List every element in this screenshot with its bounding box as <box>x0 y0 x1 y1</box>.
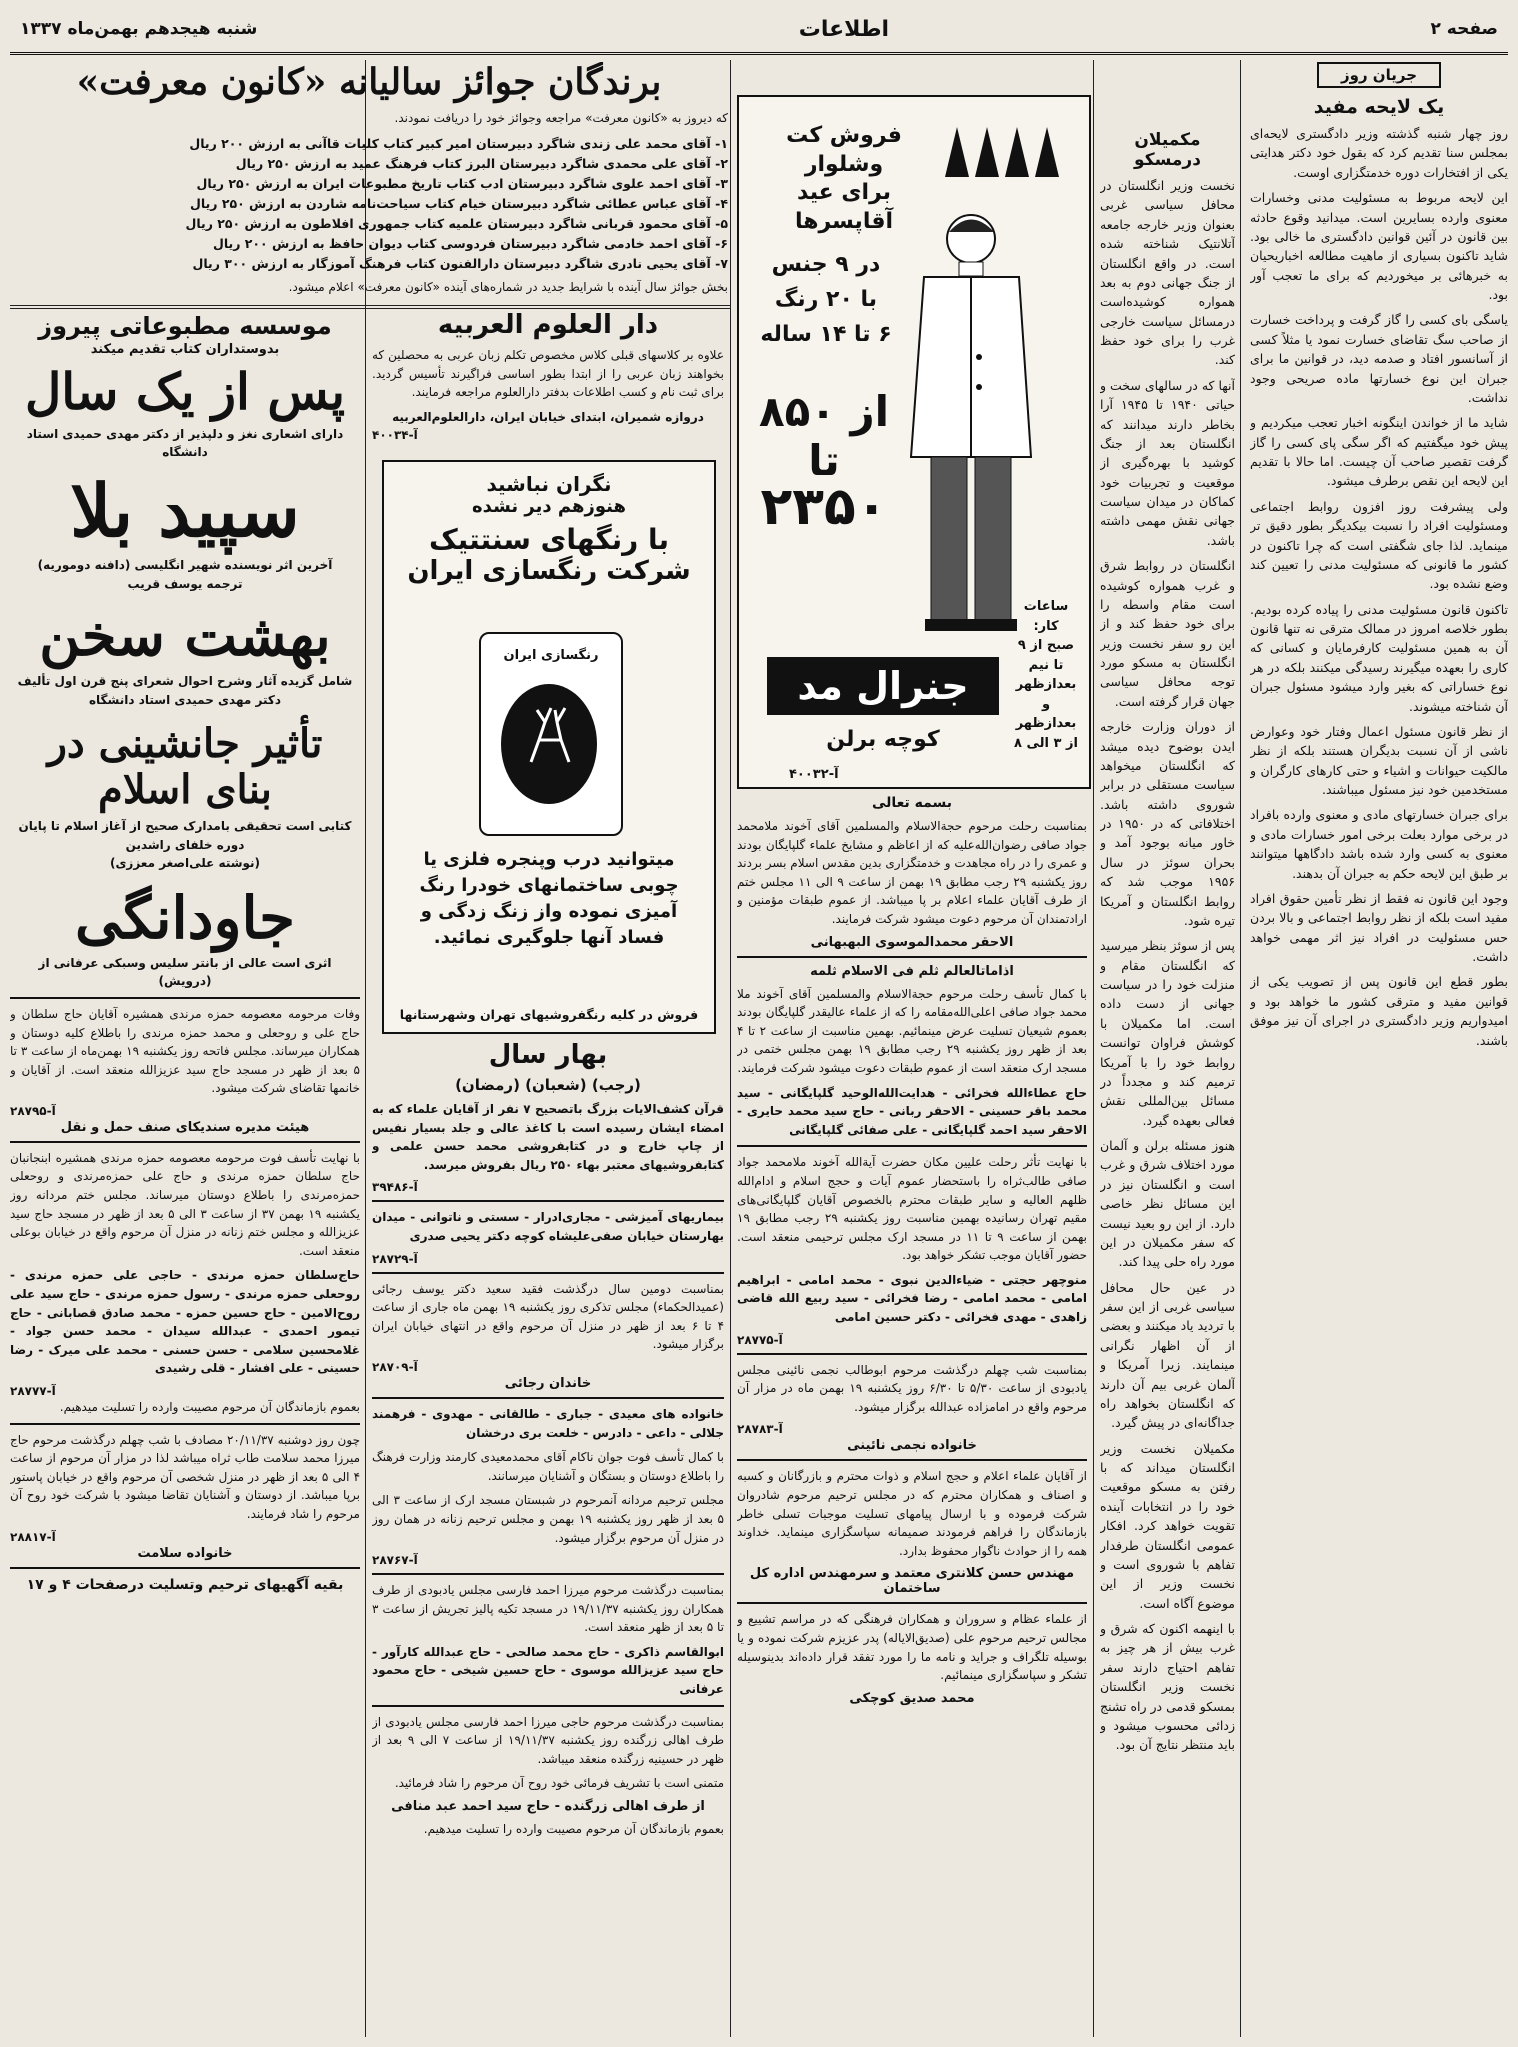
list-item: ۶- آقای احمد خادمی شاگرد دبیرستان فردوسی کتاب دیوان حافظ به ارزش ۲۰۰ ریال <box>212 235 728 251</box>
notice-title: بسمه تعالی <box>871 795 953 811</box>
column-editorial <box>1250 62 1508 2037</box>
column-notices-3 <box>737 795 1087 2035</box>
masthead-name: اطلاعات <box>798 16 890 42</box>
ad-text: علاوه بر کلاسهای قبلی کلاس مخصوص تکلم زبان عربی به محصلین که بخواهند زبان عربی را از ابتدا بطور اساسی فراگیرند تأسیس گردید. برای ثبت نام و کسب اطلاعات بدفتر دارالعلوم مراجعه فرمایند. <box>372 348 724 400</box>
article-paragraph: از نظر قانون مسئول اعمال وفتار خود وعوارض ناشی از آن نسبت بدیگران هستند بلکه از نظر مالکیت حیوانات و اشیاء و حتی کارهای کارگران و مستخدمین خود نیز مسئول میباشند. <box>1250 723 1508 797</box>
book-title: جاودانگی <box>75 884 295 953</box>
award-title: برندگان جوائز سالیانه «کانون معرفت» <box>76 62 662 103</box>
notice-signature: خانواده سلامت <box>137 1545 233 1561</box>
deer-icon <box>511 702 591 782</box>
suit-advertisement <box>737 95 1091 789</box>
notice-text: بعموم بازماندگان آن مرحوم مصیبت وارده را تسلیت میدهیم. <box>59 1400 360 1414</box>
publisher-name: موسسه مطبوعاتی پیروز <box>38 312 332 340</box>
ad-footer: فروش در کلیه رنگفروشیهای تهران وشهرستانها <box>399 1007 699 1022</box>
ad-title: بهار سال <box>488 1040 608 1070</box>
ad-text: بیماریهای آمیزشی - مجاری‌ادرار - سستی و ناتوانی - میدان بهارستان خیابان صفی‌علیشاه کوچه دکتر یحیی صدری <box>372 1210 724 1243</box>
hours-line: صبح از ۹ <box>1017 638 1075 653</box>
notice-text: بمناسبت رحلت مرحوم حجة‌الاسلام والمسلمین آقای آخوند ملامحمد جواد صافی رضوان‌الله‌علیه که از اعاظم و مشایخ علماء گلپایگان بودند و عمری را در راه مجاهدت و خدمتگزاری بدین مقدس اسلام بسر بردند روز یکشنبه ۲۹ رجب مطابق ۱۹ بهمن از ساعت ۹ الی ۱۱ مجلس ختم از طرف آقایان علماء اعلام بر پا میباشد. از عموم طبقات مؤمنین و ارادتمندان آن مرحوم دعوت میشود شرکت فرمایند. <box>737 819 1087 926</box>
notice-text: بمناسبت درگذشت مرحوم حاجی میرزا احمد فارسی مجلس یادبودی از طرف اهالی زرگنده روز یکشنبه ۱۹/۱۱/۳۷ از ساعت ۷ الی ۹ بعد از ظهر در حسینیه زرگنده منعقد میباشد. <box>372 1714 724 1766</box>
article-title: یک لایحه مفید <box>1313 96 1445 118</box>
book-desc: دارای اشعاری نغز و دلپذیر از دکتر مهدی حمیدی استاد دانشگاه <box>26 426 344 460</box>
store-address: کوچه برلن <box>826 727 940 752</box>
book-author: (نوشته علی‌اصغر معززی) <box>109 856 261 871</box>
notice-text: با نهایت تأسف فوت مرحومه معصومه حمزه مرندی همشیره ابنجانبان حاج سلطان حمزه مرندی و حاج علی حمزه‌مرندی و روحعلی حمزه‌مرندی را باطلاع دوستان میرساند. مجلس ختم مردانه روز یکشنبه ۱۹ بهمن ۳۷ از ساعت ۳ الی ۵ بعد از ظهر در مسجد حاج سید عزیزالله و مجلس ختم زنانه در منزل آن مرحوم واقع در خیابان بوعلی منعقد است. <box>10 1150 360 1258</box>
article-paragraph: نخست وزیر انگلستان در محافل سیاسی غربی بعنوان وزیر خارجه جامعه آتلانتیک شناخته شده است. در واقع انگلستان از جنگ جهانی دوم به بعد همواره کوشیده‌است درمسائل سیاست خارجی غرب را برای خود حفظ کند. <box>1100 178 1235 368</box>
award-outro: بخش جوائز سال آینده با شرایط جدید در شماره‌های آینده «کانون معرفت» اعلام میشود. <box>288 279 728 294</box>
list-item: ۴- آقای عباس عطائی شاگرد دبیرستان خیام کتاب سیاحت‌نامه شاردن به ارزش ۲۵۰ ریال <box>190 195 728 211</box>
notice-text: متمنی است با تشریف فرمائی خود روح آن مرحوم را شاد فرمائید. <box>394 1776 724 1791</box>
issue-date: شنبه هیجدهم بهمن‌ماه ۱۳۳۷ <box>20 19 258 39</box>
book-title: بهشت سخن <box>39 602 331 669</box>
notice-text: بمناسبت درگذشت مرحوم میرزا احمد فارسی مجلس یادبودی از طرف همکاران روز یکشنبه ۱۹/۱۱/۳۷ در مسجد تکیه پالیز تجریش از ساعت ۳ تا ۵ بعد از ظهر منعقد است. <box>372 1583 724 1635</box>
column-rule <box>730 60 731 2037</box>
winners-list <box>10 134 728 274</box>
article-paragraph: پس از سوئز بنظر میرسید که انگلستان مقام و منزلت خود را در سیاست جهانی از دست داده است. اما مکمیلان با کوشش فراوان توانست روابط خود را با آمریکا ترمیم کند و مجدداً در مسائل بین‌المللی نقش فعالی بعهده گیرد. <box>1100 938 1235 1128</box>
book-desc: آخرین اثر نویسنده شهیر انگلیسی (دافنه دوموریه) <box>37 558 333 573</box>
notice-ref: آ-۲۸۷۹۵ <box>10 1103 56 1118</box>
hours-line: بعدازظهر <box>1015 677 1077 692</box>
school-advertisement <box>372 310 724 450</box>
notice-text: بمناسبت دومین سال درگذشت فقید سعید دکتر یوسف رجائی (عمیدالحکماء) مجلس تذکری روز یکشنبه ۱۹ بهمن ماه جاری از ساعت ۴ تا ۶ بعد از ظهر در منزل آن مرحوم واقع در انتهای خیابان ایران برگزار میشود. <box>372 1281 724 1352</box>
hours-line: تا نیم <box>1028 657 1064 673</box>
notice-text: با نهایت تأثر رحلت علیین مکان حضرت آیةالله آخوند ملامحمد جواد صافی طالب‌ثراه را باستحضار عموم آیات و حجج اسلام و ادام‌الله ظلهم العالیه و سایر طبقات محترم بالخصوص آقایان گلپایگانی‌های مقیم تهران رسانیده بهمین مناسبت روز یکشنبه ۲۹ رجب مطابق ۱۹ بهمن از ساعت ۹ تا ۱۱ در مسجد ارک مجلس ترحیمی منعقد است. حضور آقایان موجب تشکر خواهد بود. <box>737 1155 1087 1263</box>
ad-address: دروازه شمیران، ابتدای خیابان ایران، دارالعلوم‌العربیه <box>392 409 704 424</box>
notice-signature: خاندان رجائی <box>504 1375 592 1391</box>
ad-title: دار العلوم العربیه <box>437 310 659 340</box>
article-paragraph: آنها که در سالهای سخت و حیاتی ۱۹۴۰ تا ۱۹۴۵ آرا بخاطر دارند میدانند که انگلستان بعد از جنگ کوشید با بهره‌گیری از موقعیت و تجربیات خود کماکان در میدان سیاست جهانی نقش مهمی داشته باشد. <box>1100 377 1235 548</box>
book-translator: ترجمه یوسف قریب <box>127 577 243 592</box>
page-header <box>10 6 1508 55</box>
ad-line: شرکت رنگسازی ایران <box>407 556 691 586</box>
notice-signatures: منوچهر حجتی - ضیاءالدین نبوی - محمد امامی - ابراهیم امامی - محمد امامی - رضا فخرائی - سید ربیع الله قاضی زاهدی - مهدی فخرائی - دکتر حسین امامی <box>737 1272 1087 1325</box>
book-title: پس از یک سال <box>24 362 346 421</box>
notice-signatures: حاج‌سلطان حمزه مرندی - حاجی علی حمزه مرندی - روحعلی حمزه مرندی - رسول حمزه مرندی - حاج سید علی روح‌الامین - حاج حسین حمزه - محمد صادق قصابانی - حاج تیمور احمدی - عبدالله سیدان - محمد حسن جواد - غلامحسین سلامی - حسن حسنی - محمد علی میرک - رضا حسینی - علی افشار - قلی رشیدی <box>10 1268 360 1376</box>
tree-icon <box>935 117 1075 187</box>
paint-can-icon <box>479 632 623 836</box>
award-notice <box>10 62 728 302</box>
notice-text: با کمال تأسف رحلت مرحوم حجة‌الاسلام والمسلمین آقای آخوند ملا محمد جواد صافی اعلی‌الله‌مقامه را که از علماء عالیقدر گلپایگان بودند بعموم شیعیان تسلیت عرض مینمائیم. بهمین مناسبت از ساعت ۲ تا ۴ بعد از ظهر روز یکشنبه ۲۹ رجب مطابق ۱۹ بهمن مجلس ختمی در مسجد ارک منعقد است از عموم طبقات دعوت میشود شرکت فرمایند. <box>737 986 1087 1075</box>
notice-names: خانواده های معیدی - جباری - طالقانی - مهدوی - فرهمند جلالی - داعی - دادرس - خلعت بری درخشان <box>372 1406 724 1440</box>
price-from: از ۸۵۰ تا <box>758 387 890 485</box>
notice-signatures: حاج عطاءالله فخرائی - هدایت‌الله‌الوحید گلپایگانی - سید محمد باقر حسینی - الاحقر ربانی - حاج سید محمد حایری - الاحقر سید احمد گلپایگانی - علی صفائی گلپایگانی <box>737 1085 1087 1137</box>
article-paragraph: تاکنون قانون مسئولیت مدنی را پیاده کرده بودیم. بطور خلاصه امروز در ممالک مترقی نه تنها قانون آن به همین مسئولیت کارفرمایان و کسانی که کاری را بعهده میگیرند رسیدگی میکنند بلکه در هر نوع خساراتی که بغیر وارد میشود مسئول جبران آن شناخته میشوند. <box>1250 601 1508 714</box>
publisher-subtitle: بدوستداران کتاب تقدیم میکند <box>90 342 280 357</box>
price-to: ۲۳۵۰ <box>760 477 888 537</box>
column-rule <box>365 60 366 2037</box>
hours-line: از ۳ الی ۸ <box>1014 735 1078 751</box>
list-item: ۲- آقای علی محمدی شاگرد دبیرستان البرز کتاب فرهنگ عمید به ارزش ۲۵۰ ریال <box>235 155 728 171</box>
article-paragraph: مکمیلان نخست وزیر انگلستان میداند که با رفتن به مسکو موقعیت خود را در انتخابات آینده تقویت خواهد کرد. افکار عمومی انگلستان طرفدار تفاهم با شوروی است و نخست وزیر از این موضوع آگاه است. <box>1100 1440 1235 1611</box>
notice-text: بعموم بازماندگان آن مرحوم مصیبت وارده را تسلیت میدهیم. <box>423 1822 724 1837</box>
article-paragraph: روز چهار شنبه گذشته وزیر دادگستری لایحه‌ای بمجلس سنا تقدیم کرد که بقول خود دکتر هدایتی یکی از افتخارات دوره خدمتگزاری اوست. <box>1250 126 1508 180</box>
ad-line: هنوزهم دیر نشده <box>472 496 626 517</box>
article-paragraph: این لایحه مربوط به مسئولیت مدنی وخسارات معنوی وارده بسایرین است. میدانید وقوع حادثه بین قانون در آئین قوانین دادگستری ما خالی بود. شاید تاکنون بسیاری از ماهیت مطالعه اخباریحیان به خبرهائی بر میخوردیم که برای ما تعجب آور بود. <box>1250 190 1508 302</box>
notice-signature: از طرف اهالی زرگنده - حاج سید احمد عبد منافی <box>391 1799 705 1815</box>
notice-signatures: ابوالقاسم ذاکری - حاج محمد صالحی - حاج عبدالله کارآور - حاج سید عزیزالله موسوی - حاج حسین شیخی - حاج محمود عرفانی <box>372 1644 724 1697</box>
notice-ref: آ-۲۸۷۶۷ <box>372 1553 418 1568</box>
ad-subtitle: (رجب) (شعبان) (رمضان) <box>455 1076 641 1094</box>
list-item: ۱- آقای محمد علی زندی شاگرد دبیرستان امیر کبیر کتاب کلیات قاآنی به ارزش ۲۰۰ ریال <box>189 135 728 151</box>
notice-text: از علماء عظام و سروران و همکاران فرهنگی که در مراسم تشییع و مجالس ترحیم مرحوم علی (صدیق‌الایاله) پدر عزیزم شرکت نموده و یا بوسیله تلگراف و جراید و نامه ما را مورد تفقد قرار داده‌اند بدینوسیله تشکر و سپاسگزاری مینمائیم. <box>737 1612 1087 1683</box>
book-desc: شامل گزیده آثار وشرح احوال شعرای پنج قرن اول تألیف دکتر مهدی حمیدی استاد دانشگاه <box>17 674 353 707</box>
notice-ref: آ-۲۸۷۰۹ <box>372 1359 418 1374</box>
paint-advertisement <box>382 460 716 1034</box>
list-item: ۵- آقای محمود قربانی شاگرد دبیرستان علمیه کتاب جمهوری افلاطون به ارزش ۲۵۰ ریال <box>185 215 728 231</box>
hours-title: ساعات کار: <box>1023 599 1069 634</box>
can-label: رنگسازی ایران <box>503 648 599 663</box>
list-item: ۳- آقای احمد علوی شاگرد دبیرستان ادب کتاب تاریخ مطبوعات ایران به ارزش ۲۵۰ ریال <box>196 175 728 191</box>
notice-ref: آ-۲۸۷۸۳ <box>737 1422 783 1437</box>
article-paragraph: شاید ما از خواندن اینگونه اخبار تعجب میکردیم و پیش خود میگفتیم که اگر سگی پای کسی را گاز گرفت تقصیر صاحب آن چیست. اما حالا با تقدیم این لایحه این نقص برطرف میشود. <box>1250 415 1508 489</box>
section-label: جریان روز <box>1317 62 1441 88</box>
article-title: مکمیلان درمسکو <box>1134 130 1201 170</box>
boy-illustration-icon <box>899 207 1044 637</box>
article-paragraph: برای جبران خسارتهای مادی و معنوی وارده بافراد در برخی موارد بعلت برخی امور خسارات مادی و معنوی به کسی وارد شده باشد دادگاهها میتوانند بر طبق این لایحه حکم به جبران آن بدهند. <box>1250 807 1508 881</box>
ad-line: با ۲۰ رنگ <box>774 287 878 313</box>
article-paragraph: وجود این قانون نه فقط از نظر تأمین حقوق افراد مفید است بلکه از نظر روابط اجتماعی و بالا بردن حس مسئولیت در افراد نیز اثر مهمی خواهد داشت. <box>1250 890 1508 964</box>
ad-line: در ۹ جنس <box>771 252 881 277</box>
page-footer: بقیه آگهیهای ترحیم وتسلیت درصفحات ۴ و ۱۷ <box>26 1576 344 1593</box>
ad-body: میتوانید درب وپنجره فلزی یا چوبی ساختمانهای خودرا رنگ آمیزی نموده واز زنگ زدگی و فساد آنها جلوگیری نمائید. <box>419 849 679 949</box>
column-rule <box>1240 60 1241 2037</box>
notice-text: با کمال تأسف فوت جوان ناکام آقای محمدمعیدی کارمند وزارت فرهنگ را باطلاع دوستان و بستگان و آشنایان میرسانند. <box>372 1450 724 1483</box>
book-title: تأثیر جانشینی در بنای اسلام <box>47 720 323 814</box>
notice-ref: آ-۲۸۷۷۷ <box>10 1384 56 1398</box>
article-paragraph: از دوران وزارت خارجه ایدن بوضوح دیده میشد که انگلستان میخواهد سیاست مستقلی در برابر شوروی داشته باشد. اختلافاتی که در ۱۹۵۰ در خاور میانه بوجود آمد و بحران سوئز در سال ۱۹۵۶ موجب شد که روابط انگلستان و آمریکا تیره شود. <box>1100 719 1235 928</box>
article-paragraph: با اینهمه اکنون که شرق و غرب بیش از هر چیز به تفاهم احتیاج دارند سفر نخست وزیر انگلستان بمسکو قدمی در راه تشنج زدائی محسوب میشود و باید منتظر نتایج آن بود. <box>1100 1621 1235 1753</box>
notice-ref: آ-۲۸۷۷۵ <box>737 1332 783 1347</box>
article-paragraph: یاسگی بای کسی را گاز گرفت و پرداخت خسارت از صاحب سگ تقاضای خسارت نمود یا مثلاً کسی از آسانسور افتاد و صدمه دید، در قوانین ما برای جبران این نوع خسارتها ماده صریحی وجود نداشت. <box>1250 312 1508 405</box>
article-paragraph: انگلستان در روابط شرق و غرب همواره کوشیده است مقام واسطه را برای خود حفظ کند و از این رو سفر نخست وزیر انگلستان به مسکو مورد توجه محافل سیاسی جهان قرار گرفته است. <box>1100 558 1235 709</box>
notice-signature: خانواده نجمی نائینی <box>847 1438 977 1454</box>
ad-ref: آ-۴۰۰۳۴ <box>372 428 418 443</box>
book-desc: اثری است عالی از بانتر سلیس وسبکی عرفانی از (درویش) <box>38 955 332 989</box>
ad-ref: آ-۳۹۴۸۶ <box>372 1180 418 1195</box>
notice-signature: هیئت مدیره سندیکای صنف حمل و نقل <box>60 1119 310 1135</box>
book-desc: کتابی است تحقیقی بامدارک صحیح از آغاز اسلام تا پایان دوره خلفای راشدین <box>18 819 352 852</box>
notice-text: وفات مرحومه معصومه حمزه مرندی همشیره آقایان حاج سلطان و حاج علی و روحعلی و محمد حمزه مرندی را باطلاع کلیه دوستان و همکاران میرساند. مجلس فاتحه روز یکشنبه ۱۹ بهمن‌ماه از ساعت ۳ تا ۵ بعد از ظهر در مسجد حاج سید عزیزالله منعقد است. از آقایان و خانمها تقاضای شرکت میشود. <box>10 1006 360 1096</box>
ad-ref: آ-۲۸۷۲۹ <box>372 1251 418 1266</box>
award-intro: که دیروز به «کانون معرفت» مراجعه وجوائز خود را دریافت نمودند. <box>394 111 728 126</box>
notice-signature: محمد صدیق کوچکی <box>849 1690 975 1706</box>
article-paragraph: بطور قطع این قانون پس از تصویب یکی از قوانین مفید و مترقی کشور ما خواهد بود و امیدواریم وزیر دادگستری در اجرای آن نیز موفق باشند. <box>1250 974 1508 1048</box>
ad-subtitle: برای عید آقاپسرها <box>794 180 894 234</box>
notice-text: مجلس ترحیم مردانه آنمرحوم در شبستان مسجد ارک از ساعت ۳ الی ۵ بعد از ظهر روز یکشنبه ۱۹ بهمن و مجلس ترحیم زنانه در همان روز در منزل آن مرحوم برگزار میشود. <box>372 1493 724 1545</box>
ad-line: با رنگهای سنتتیک <box>428 523 670 556</box>
column-notices-4 <box>372 1040 724 2035</box>
store-name: جنرال مد <box>767 657 999 715</box>
column-books-and-notices <box>10 312 360 2037</box>
column-article-macmillan <box>1100 130 1235 2035</box>
notice-text: بمناسبت شب چهلم درگذشت مرحوم ابوطالب نجمی نائینی مجلس یادبودی از ساعت ۵/۳۰ تا ۶/۳۰ روز یکشنبه ۱۹ بهمن ماه در مزار آن مرحوم واقع در امامزاده عبدالله برگزار میشود. <box>737 1362 1087 1414</box>
page-number: صفحه ۲ <box>1430 19 1498 39</box>
notice-title: اذاماتالعالم ثلم فی الاسلام ثلمه <box>810 963 1014 979</box>
article-paragraph: در عین حال محافل سیاسی غربی از این سفر با تردید یاد میکنند و بعضی از آن اظهار نگرانی مینمایند. زیرا آمریکا و آلمان غربی بیم آن دارند که انگلستان بخواهد راه جداگانه‌ای در پیش گیرد. <box>1100 1279 1235 1431</box>
notice-signature: مهندس حسن کلانتری معتمد و سرمهندس اداره کل ساختمان <box>749 1566 1075 1597</box>
book-title: سپید بلا <box>70 467 300 553</box>
ad-line: ۶ تا ۱۴ ساله <box>760 322 892 348</box>
ad-line: نگران نباشید <box>486 472 612 496</box>
notice-signature: الاحقر محمدالموسوی البهبهانی <box>810 934 1014 950</box>
ad-title: فروش کت وشلوار <box>786 123 902 177</box>
list-item: ۷- آقای یحیی نادری شاگرد دبیرستان دارالفنون کتاب فرهنگ آموزگار به ارزش ۳۰۰ ریال <box>192 255 728 271</box>
column-rule <box>1093 60 1094 2037</box>
article-paragraph: ولی پیشرفت روز افزون روابط اجتماعی ومسئولیت افراد را نسبت بیکدیگر بطور دقیق تر مینماید. لذا جای شگفتی است که چرا تاکنون در کشور ما قانونی که مسئولیت مدنی را تعیین کند وضع نشده بود. <box>1250 498 1508 592</box>
notice-text: از آقایان علماء اعلام و حجج اسلام و ذوات محترم و بازرگانان و کسبه و اصناف و همکاران محترم که در مجلس ترحیم مرحوم شادروان شرکت فرموده و با ارسال پیامهای تسلیت موجبات تسلی خاطر بازماندگان را فراهم فرمودند صمیمانه سپاسگزاری مینماید. خداوند همه را از حوادث ناگوار محفوظ بدارد. <box>737 1469 1087 1558</box>
ad-text: قرآن کشف‌الایات بزرگ باتصحیح ۷ نفر از آقایان علماء که به امضاء ایشان رسیده است با کاغذ عالی و جلد بسیار نفیس از چاپ خارج و در کتابفروشی محمد حسن علمی و کتابفروشیهای معتبر بهاء ۲۵۰ ریال بفروش میرسد. <box>372 1102 724 1172</box>
ad-ref: آ-۴۰۰۳۲ <box>789 767 839 782</box>
notice-text: چون روز دوشنبه ۲۰/۱۱/۳۷ مصادف با شب چهلم درگذشت مرحوم حاج میرزا محمد سلامت طاب ثراه میباشد لذا در مزار آن مرحوم از ساعت ۴ الی ۵ بعد از ظهر در منزل شخصی آن مرحوم واقع در خیابان پاستور برپا میباشد. از دوستان و آشنایان تقاضا میشود با شرکت خود روح آن مرحوم را شاد فرمایند. <box>10 1432 360 1521</box>
hours-line: و بعدازظهر <box>1015 696 1077 731</box>
notice-ref: آ-۲۸۸۱۷ <box>10 1529 56 1544</box>
article-paragraph: هنوز مسئله برلن و آلمان مورد اختلاف شرق و غرب است و انگلستان نیز در این مسائل نظر خاصی دارد. از این رو بعید نیست که سفر مکمیلان در این مورد راه حلی پیدا کند. <box>1100 1138 1235 1270</box>
